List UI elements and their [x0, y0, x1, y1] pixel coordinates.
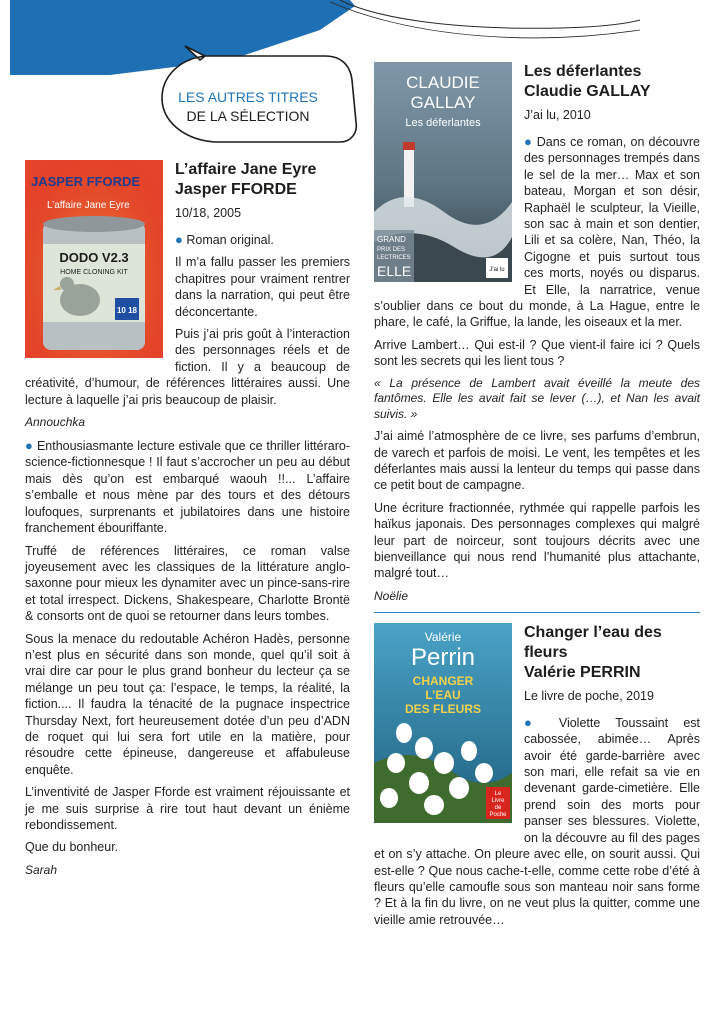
book2-quote: « La présence de Lambert avait éveillé la meute des fantômes. Elle les avait fait se lever (…), et Nan les avait suivis. » — [374, 375, 700, 421]
book1-p1: Roman original. — [186, 233, 274, 247]
section-label-line1: LES AUTRES TITRES — [178, 89, 318, 105]
cover-jane-eyre-art — [25, 160, 163, 358]
book1-p7: L’inventivité de Jasper Fforde est vraiment réjouissante et je me suis surprise à rire tout haut devant un énième rebondissement. — [25, 785, 350, 832]
cover-prize-1: GRAND — [377, 235, 406, 244]
book1-signature-1: Annouchka — [25, 415, 86, 430]
book2-title-line1: Les déferlantes — [524, 63, 642, 80]
cover-author-2: GALLAY — [410, 93, 476, 112]
cover-badge-2: Livre — [491, 797, 505, 804]
book1-paragraph-2 — [25, 438, 350, 536]
thin-line-decoration — [340, 0, 640, 28]
cover-author: JASPER FFORDE — [31, 174, 141, 189]
bullet-icon: ● — [524, 134, 533, 149]
right-column — [374, 62, 700, 934]
book1-p8: Que du bonheur. — [25, 840, 119, 855]
book1-signature-2: Sarah — [25, 862, 58, 877]
book3-title-line2: Valérie PERRIN — [524, 663, 641, 681]
book-cover-jane-eyre — [25, 160, 163, 363]
cover-badge-1: Le — [494, 790, 502, 797]
cover-prize-4: ELLE — [377, 263, 412, 279]
cover-badge: J'ai lu — [489, 267, 505, 273]
section-label-line2: DE LA SÉLECTION — [186, 108, 310, 124]
left-column — [25, 160, 350, 886]
cover-title-1: CHANGER — [412, 673, 474, 688]
thin-line-decoration-2 — [330, 2, 640, 38]
bullet-icon: ● — [175, 232, 183, 247]
book-cover-deferlantes — [374, 62, 512, 287]
book3-publisher: Le livre de poche, 2019 — [524, 688, 654, 703]
book-cover-changer-eau — [374, 623, 512, 828]
book1-publisher: 10/18, 2005 — [175, 206, 242, 220]
cover-title: Les déferlantes — [405, 117, 481, 129]
book1-p2: Il m’a fallu passer les premiers chapitres pour vraiment rentrer dans la narration, qui peut être déconcertante. — [175, 255, 350, 319]
book2-signature: Noëlie — [374, 588, 409, 603]
cover-badge: 10 18 — [116, 306, 138, 315]
cover-author-1: CLAUDIE — [406, 73, 480, 92]
book2-p1: Dans ce roman, on découvre des personnages trempés dans le sel de la mer… Max et son bateau, Morgan et son désir, Raphaël le sculpteur, la Vieille, son sac à main et son dentier, Lili et sa colère, Nan, Théo, la Cigogne et puis surtout tous ces morts, noyés ou disparus. Et Elle, la narratrice, venue s’oublier dans ce bout du monde, à La Hague, entre le phare, le café, la Griffue, la lande, les oiseaux et la mer. — [374, 135, 700, 330]
book2-title-line2: Claudie GALLAY — [524, 83, 651, 100]
book1-p5: Truffé de références littéraires, ce roman valse joyeusement avec les classiques de la littérature anglo-saxonne pour mieux les dynamiter avec un pince-sans-rire et total irrespect. Dickens, Shakespeare, Charlotte Brontë & consorts ont de quoi se retourner dans leurs tombes. — [25, 543, 350, 624]
book1-p4: Enthousiasmante lecture estivale que ce thriller littéraro-science-fictionnesque ! Il faut s’accrocher un peu au début mais dès qu’on est embarqué waouh !!... L’affaire s’emballe et nous mène par des tours et des détours loufoques, surprenants et jubilatoires dans une histoire franchement ébouriffante. — [25, 439, 350, 536]
cover-badge-4: Poche — [489, 811, 507, 818]
section-divider — [374, 612, 700, 613]
bullet-icon: ● — [524, 714, 544, 730]
cover-author-2: Perrin — [410, 643, 476, 671]
book-jane-eyre — [25, 160, 350, 414]
cover-deferlantes-art — [374, 62, 512, 282]
book2-p4: Une écriture fractionnée, rythmée qui rappelle parfois les haïkus japonais. Des personnages complexes qui malgré leur part de noirceur, sont toujours décrits avec une bienveillance qui nous rend l’humanité plus attachante, malgré tout… — [374, 500, 700, 581]
book1-p6: Sous la menace du redoutable Achéron Hadès, personne n’est plus en sécurité dans son monde, quel qu’il soit à vrai dire car pour le plus grand bonheur du lecteur ça se mélange un peu tout ça: l’espace, le temps, la réalité, la fiction.... Il faudra la ténacité de la pugnace inspectrice Thursday Next, fort heureusement dotée d’un peu d’ADN de roquet qui lui sera fort utile en la matière, pour résoudre cette épineuse, dangereuse et affabuleuse enquête. — [25, 631, 350, 777]
book3-title-line1: Changer l’eau des fleurs — [524, 623, 662, 661]
book2-publisher: J’ai lu, 2010 — [524, 108, 591, 122]
cover-can-label: DODO V2.3 — [59, 250, 129, 265]
book1-p3: Puis j’ai pris goût à l’interaction des personnages réels et de fiction. Il y a beaucoup de créativité, d’humour, de références littéraires aussi. Une lecture à laquelle j’ai pris beaucoup de plaisir. — [25, 327, 350, 407]
book1-title-line1: L’affaire Jane Eyre — [175, 161, 317, 178]
cover-changer-eau-art — [374, 623, 512, 823]
cover-author-1: Valérie — [424, 629, 462, 644]
cover-badge-3: de — [494, 804, 502, 811]
book2-p3: J’ai aimé l’atmosphère de ce livre, ses parfums d’embrun, de varech et parfois de moisi. Le vent, les tempêtes et les déferlantes mais aussi la lenteur du temps qui passe dans ce petit bout de campagne. — [374, 429, 700, 493]
cover-prize-3: LECTRICES — [377, 255, 411, 261]
cover-title: L’affaire Jane Eyre — [47, 200, 130, 211]
book1-title-line2: Jasper FFORDE — [175, 181, 297, 198]
book2-p2: Arrive Lambert… Qui est-il ? Que vient-il faire ici ? Quels sont les secrets qui les lient tous ? — [374, 337, 700, 369]
book-deferlantes — [374, 62, 700, 337]
book-changer-eau — [374, 623, 700, 934]
cover-title-3: DES FLEURS — [404, 701, 482, 716]
cover-title-2: L’EAU — [425, 687, 461, 702]
cover-can-sub: HOME CLONING KIT — [60, 269, 128, 276]
cover-prize-2: PRIX DES — [377, 247, 406, 253]
bullet-icon: ● — [25, 438, 34, 454]
book3-p1: Violette Toussaint est cabossée, abimée… Après avoir été garde-barrière avec son mari, elle refait sa vie en devenant garde-cimetière. Elle prend soin des morts pour panser ses blessures. Violette, on la découvre au fil des pages et on s’y attache. On pleure avec elle, on sourit aussi. Qui est-elle ? Que nous cache-t-elle, comme cette robe d’été à fleurs qu’elle camoufle sous son manteau noir sans forme ? Et à la fin du livre, on ne veut plus la quitter, comme une vieille amie retrouvée… — [374, 715, 700, 927]
